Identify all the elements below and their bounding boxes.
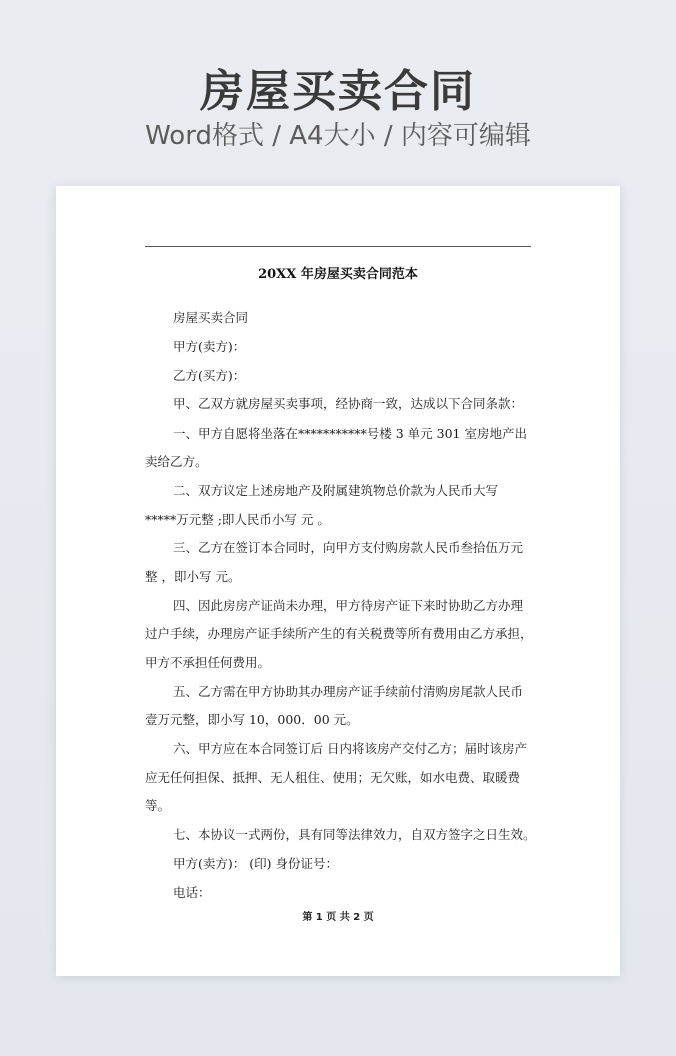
document-page — [56, 186, 620, 976]
doc-line-clause2-a: 二、双方议定上述房地产及附属建筑物总价款为人民币大写 — [173, 483, 499, 498]
banner-subtitle: Word格式 / A4大小 / 内容可编辑 — [145, 121, 531, 151]
doc-line-clause4-a: 四、因此房房产证尚未办理，甲方待房产证下来时协助乙方办理 — [173, 598, 524, 613]
doc-line-signature-party-a: 甲方(卖方)： (印) 身份证号： — [173, 856, 338, 871]
doc-line-clause5-b: 壹万元整，即小写 10，000．00 元。 — [145, 712, 359, 727]
doc-line-clause3-a: 三、乙方在签订本合同时，向甲方支付购房款人民币叁拾伍万元 — [173, 540, 524, 555]
doc-line-party-b: 乙方(买方)： — [173, 368, 246, 383]
doc-line-clause6-a: 六、甲方应在本合同签订后 日内将该房产交付乙方；届时该房产 — [173, 741, 527, 756]
doc-line-clause5-a: 五、乙方需在甲方协助其办理房产证手续前付清购房尾款人民币 — [173, 684, 524, 699]
doc-line-preamble: 甲、乙双方就房屋买卖事项，经协商一致，达成以下合同条款： — [173, 396, 524, 411]
banner-title: 房屋买卖合同 — [200, 66, 476, 117]
doc-line-clause1-b: 卖给乙方。 — [145, 454, 208, 469]
doc-line-phone: 电话： — [173, 885, 211, 900]
doc-line-heading: 房屋买卖合同 — [173, 310, 249, 325]
doc-line-clause7: 七、本协议一式两份，具有同等法律效力，自双方签字之日生效。 — [173, 827, 536, 842]
doc-line-clause4-c: 甲方不承担任何费用。 — [145, 655, 271, 670]
doc-line-clause4-b: 过户手续，办理房产证手续所产生的有关税费等所有费用由乙方承担， — [145, 626, 533, 641]
doc-line-clause6-b: 应无任何担保、抵押、无人租住、使用；无欠账，如水电费、取暖费 — [145, 770, 521, 785]
doc-line-clause1-a: 一、甲方自愿将坐落在***********号楼 3 单元 301 室房地产出 — [173, 426, 527, 441]
header-rule — [145, 246, 531, 247]
doc-line-party-a: 甲方(卖方)： — [173, 339, 246, 354]
page-number: 第 1 页 共 2 页 — [302, 912, 374, 923]
document-title: 20XX 年房屋买卖合同范本 — [258, 267, 418, 282]
doc-line-clause3-b: 整 ，即小写 元。 — [145, 569, 241, 584]
doc-line-clause6-c: 等。 — [145, 798, 171, 813]
doc-line-clause2-b: *****万元整 ;即人民币小写 元 。 — [145, 512, 330, 527]
